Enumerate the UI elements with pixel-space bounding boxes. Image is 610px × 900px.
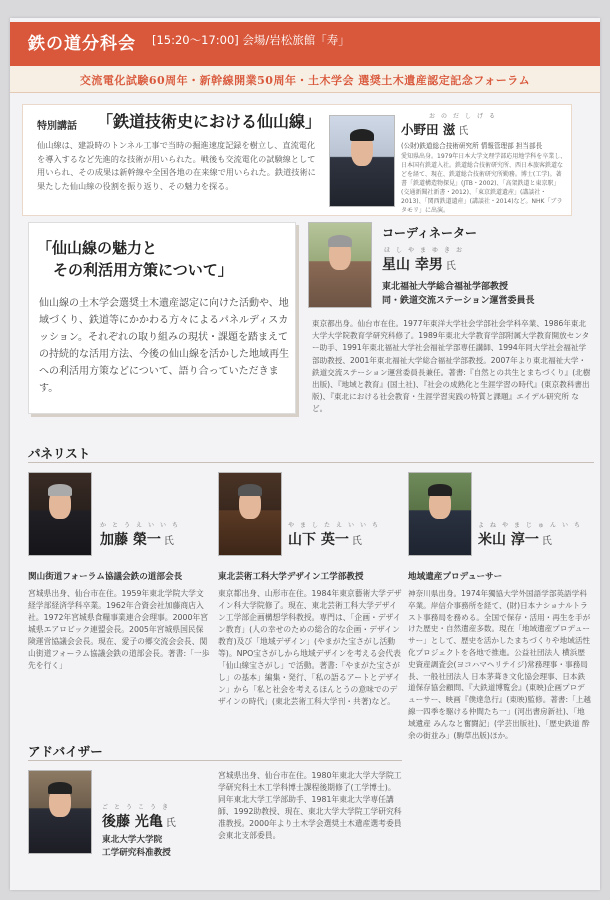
panel-discussion-box xyxy=(28,222,296,414)
panelist-2-honorific: 氏 xyxy=(351,536,362,547)
panelist-1-bio: 宮城県出身、仙台市在住。1959年東北学院大学文経学部経済学科卒業。1962年合資会社加藤商店入社。1972年宮城県食糧事業連合会理事。2000年宮城県エアロビック連盟会長。2005年宮城県国民保険運営協議会会長。現在、愛子の郷交流会会長、関山街道フォーラム協議会鉄の道部会長。著書:「一歩先を行く」 xyxy=(28,589,210,670)
panel-title-line2: その利活用方策について」 xyxy=(53,261,233,279)
forum-subtitle-bar xyxy=(10,66,600,93)
advisor-name: 後藤 光亀 xyxy=(102,814,163,830)
lecture-label: 特別講話 xyxy=(37,121,77,132)
lecture-title: 「鉄道技術史における仙山線」 xyxy=(97,112,322,131)
speaker-org: (公財)鉄道総合技術研究所 情報管理部 担当部長 xyxy=(401,142,543,150)
coordinator-honorific: 氏 xyxy=(445,261,456,272)
speaker-honorific: 氏 xyxy=(458,126,469,137)
panelist-2-org: 東北芸術工科大学デザイン工学部教授 xyxy=(218,572,364,582)
panel-title-line1: 「仙山線の魅力と xyxy=(37,239,158,257)
panelist-3-bio: 神奈川県出身。1974年獨協大学外国語学部英語学科卒業。岸信介事務所を経て、(財)日本ナショナルトラスト事務局を務める。全国で保存・活用・再生を手がけた歴史・自然遺産多数。現在「地域遺産プロデューサー」として、歴史を活かしたまちづくりや地域活性化プロジェクトを各地で推進。公益社団法人 横浜歴史資産調査会(ヨコハマヘリテイジ)常務理事・事務局長、一般社団法人 日本茅葺き文化協会理事、日本鉄道保存協会顧問、『大鉄道博覧会』(東映)企画プロデューサー、映画『僕達急行』(東映)監修。著書:「上越線一四季を駆ける仲間たち一」(河出書房新社)、「地域遺産 みんなと奮闘記」(学芸出版社)、「歴史鉄道 酔余の街並み」(駒草出版)ほか。 xyxy=(408,589,591,740)
advisor-honorific: 氏 xyxy=(165,818,176,829)
forum-subtitle: 交流電化試験60周年・新幹線開業50周年・土木学会 選奨土木遺産認定記念フォーラム xyxy=(79,74,531,87)
coordinator-furigana: ほしやまゆきお xyxy=(384,247,469,254)
panelist-1-name: 加藤 榮一 xyxy=(100,532,161,548)
coordinator-photo xyxy=(308,222,372,308)
advisor-photo xyxy=(28,770,92,854)
panelist-2-furigana: やましたえいいち xyxy=(288,522,385,529)
panelist-3-org: 地域遺産プロデューサー xyxy=(408,572,503,582)
panelist-1-honorific: 氏 xyxy=(163,536,174,547)
speaker-bio: 愛知県出身。1979年日本大学文理学部応用地学科を卒業し、日本国有鉄道入社。鉄道総合技術研究所、西日本旅客鉄道などを経て、現在、鉄道総合技術研究所勤務。博士(工学)。著書「鉄道構造物探見」(JTB・2002)、「高架鉄道と東京駅」(交通新聞社新書・2012)、「東京鉄道遺産」(講談社・2013)、「関西鉄道遺産」(講談社・2014)など。NHK「ブラタモリ」に出演。 xyxy=(401,153,567,214)
panelist-3-name: 米山 淳一 xyxy=(478,532,539,548)
panelist-1-org: 関山街道フォーラム協議会鉄の道部会長 xyxy=(28,572,183,582)
page xyxy=(10,18,600,890)
panelist-3-furigana: よねやまじゅんいち xyxy=(478,522,587,529)
advisor-org-line2: 工学研究科准教授 xyxy=(102,848,171,858)
speaker-furigana: おのだしげる xyxy=(429,113,502,120)
panelist-1-photo xyxy=(28,472,92,556)
coordinator-org-line1: 東北福祉大学総合福祉学部教授 xyxy=(382,282,509,292)
panelists-heading: パネリスト xyxy=(28,446,91,461)
lecture-description: 仙山線は、建設時のトンネル工事で当時の掘進速度記録を樹立し、直流電化を導入するなど先進的な技術が用いられた。戦後も交流電化の試験線として用いられ、その成果は新幹線や全国各地の在来線で用いられた。鉄道技術に果たした仙山線の役割を振り返り、その魅力を探る。 xyxy=(37,140,316,191)
session-title: 鉄の道分科会 xyxy=(28,34,136,54)
panelist-2-bio: 東京都出身、山形市在住。1984年東京藝術大学デザイン科大学院修了。現在、東北芸術工科大学デザイン工学部企画構想学科教授。専門は、「企画・デザイン教育」(人の幸せのための総合的な企画・デザイン教育)及び「地域デザイン」(やまがた宝さがし活動等)。NPO宝さがしから地域デザインを考える会代表「仙山線宝さがし」で活動。著書:「やまがた宝さがし」の基本」編集・発行、「私の語るアートとデザイン」から「私と社会を考えるほんとうの意味でのデザインの時代」(東北芸術工科大学刊・共著)など。 xyxy=(218,589,402,706)
speaker-name: 小野田 滋 xyxy=(401,122,456,137)
session-header xyxy=(10,22,600,66)
coordinator-bio: 東京都出身。仙台市在住。1977年東洋大学社会学部社会学科卒業、1986年東北大学大学院教育学研究科修了。1989年東北大学教育学部附属大学教育開放センター助手、1991年東北福祉大学社会福祉学部専任講師、1994年同大学社会福祉学部助教授、2001年東北福祉大学総合福祉学部教授。2007年より東北福祉大学・鉄道交流ステーション運営委員長兼任。著書:『自然との共生とまちづくり』(北樹出版)、『地域と教育』(国土社)、『社会の成熟化と生涯学習の時代』(東京教科書出版)、『東北における社会教育・生涯学習実践の特質と課題』エイデル研究所 など。 xyxy=(312,319,591,414)
panelist-2-name: 山下 英一 xyxy=(288,532,349,548)
session-time-venue: [15:20〜17:00] 会場/岩松旅館「寿」 xyxy=(152,33,350,47)
panel-description: 仙山線の土木学会選奨土木遺産認定に向けた活動や、地域づくり、鉄道等にかかわる方々によるパネルディスカッション。それぞれの取り組みの現状・課題を踏まえての持続的な活用方法、今後の仙山線を活かした地域再生への利活用方策などについて、語り合っていただきます。 xyxy=(39,298,289,394)
panelists-divider xyxy=(28,462,594,463)
advisor-divider xyxy=(28,760,402,761)
panelist-3-honorific: 氏 xyxy=(541,536,552,547)
coordinator-role: コーディネーター xyxy=(382,226,478,240)
advisor-heading: アドバイザー xyxy=(28,744,103,759)
panelist-2-photo xyxy=(218,472,282,556)
advisor-bio: 宮城県出身、仙台市在住。1980年東北大学大学院工学研究科土木工学科博士課程後期修了(工学博士)。同年東北大学工学部助手、1981年東北大学専任講師、1992助教授、現在、東北大学大学院工学研究科准教授。2000年より土木学会選奨土木遺産選考委員会東北支部委員。 xyxy=(218,771,402,840)
coordinator-org-line2: 同・鉄道交流ステーション運営委員長 xyxy=(382,296,535,306)
advisor-org-line1: 東北大学大学院 xyxy=(102,835,163,845)
panelist-1-furigana: かとうえいいち xyxy=(100,522,185,529)
panelist-3-photo xyxy=(408,472,472,556)
special-lecture-box xyxy=(22,104,572,216)
coordinator-name: 星山 幸男 xyxy=(382,257,443,273)
advisor-furigana: ごとうこうき xyxy=(102,804,175,811)
speaker-photo xyxy=(329,115,395,207)
